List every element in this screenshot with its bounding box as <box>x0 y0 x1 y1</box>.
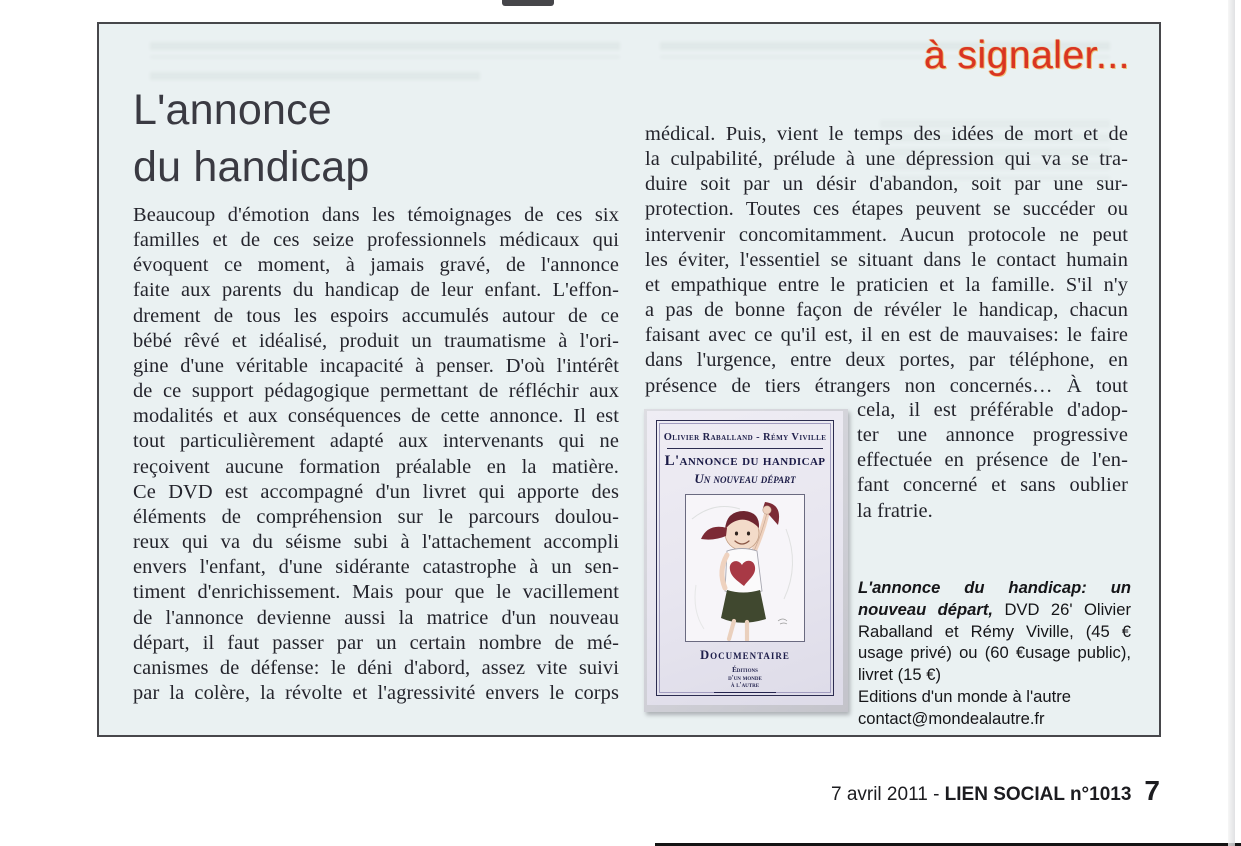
page-footer <box>831 775 1160 807</box>
footer-date: 7 avril 2011 - <box>830 784 945 805</box>
dvd-caption-title: L'annonce du handicap: un nouveau départ, <box>858 578 1131 619</box>
article-title-line1: L'annonce <box>133 86 332 134</box>
dvd-caption-details: DVD 26' Olivier Raballand et Rémy Viville, (45 € usage privé) ou (60 €usage public), livret (15 €) <box>858 599 1131 685</box>
article-title <box>133 82 370 196</box>
body-column-right-wrap: cela, il est préférable d'adop- ter une annonce progressive effectuée en présence de l'en- fant concerné et sans oublier la fratrie. <box>857 399 1128 522</box>
footer-magazine: LIEN SOCIAL n°1013 <box>944 784 1132 805</box>
dvd-caption <box>858 577 1131 730</box>
scan-edge-shadow <box>1228 0 1235 846</box>
dvd-caption-text <box>858 577 1131 686</box>
dvd-cover-publisher-logo: Éditions d'un monde à l'autre <box>714 667 776 693</box>
dvd-cover-photo <box>644 409 848 712</box>
dvd-cover-illustration <box>685 494 805 642</box>
dvd-cover-genre: Documentaire <box>700 648 790 662</box>
dvd-caption-publisher: Editions d'un monde à l'autre <box>858 686 1071 706</box>
article-title-line2: du handicap <box>133 143 370 191</box>
dvd-cover-subtitle: Un nouveau départ <box>694 471 796 486</box>
scan-artifact-top <box>502 0 554 6</box>
dvd-cover <box>647 411 843 705</box>
body-column-right: médical. Puis, vient le temps des idées de mort et de la culpabilité, prélude à une dépression qui va se tra- duire soit par un désir d'abandon, soit par une sur- protection. Toutes ces étapes peuvent se succéder ou intervenir concomitamment. Aucun protocole ne peut les éviter, l'essentiel se situant dans le contact humain et empathique entre le praticien et la famille. S'il n'y a pas de bonne façon de révéler le handicap, chacun faisant avec ce qu'il est, il en est de mauvaises: le faire dans l'urgence, entre deux portes, par téléphone, en présence de tiers étrangers non concernés… À tout <box>645 123 1128 397</box>
dvd-cover-title: L'annonce du handicap <box>664 453 826 469</box>
child-drawing-icon <box>686 495 804 641</box>
footer-page-number: 7 <box>1144 775 1160 806</box>
dvd-cover-authors: Olivier Raballand - Rémy Viville <box>663 432 827 443</box>
body-column-left: Beaucoup d'émotion dans les témoignages de ces six familles et de ces seize professionnels médicaux qui évoquent ce moment, à jamais gravé, de l'annonce faite aux parents du handicap de leur enfant. L'effon- drement de tous les espoirs accumulés autour de ce bébé rêvé et idéalisé, produit un traumatisme à l'ori- gine d'une véritable incapacité à penser. D'où l'intérêt de ce support pédagogique permettant de réfléchir aux modalités et aux conséquences de cette annonce. Il est tout particulièrement adapté aux intervenants qui ne reçoivent aucune formation préalable en la matière. Ce DVD est accompagné d'un livret qui apporte des éléments de compréhension sur le parcours doulou- reux qui va du séisme subi à l'attachement accompli envers l'enfant, d'une sidérante catastrophe à un sen- timent d'enrichissement. Mais pour que le vacillement de l'annonce devienne aussi la matrice d'un nouveau départ, il faut passer par un certain nombre de mé- canismes de défense: le déni d'abord, assez vite suivi par la colère, la révolte et l'agressivité envers le corps <box>133 204 619 704</box>
section-kicker: à signaler... <box>924 34 1130 77</box>
dvd-cover-rule <box>667 448 823 449</box>
dvd-caption-email: contact@mondealautre.fr <box>858 708 1045 728</box>
